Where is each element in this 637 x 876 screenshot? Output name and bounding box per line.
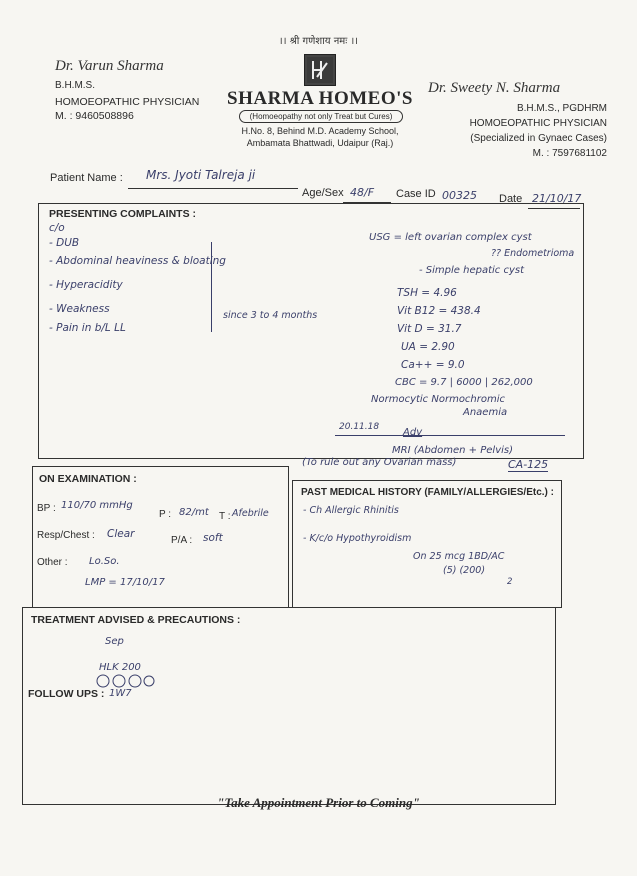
clinic-address-line2: Ambamata Bhattwadi, Udaipur (Raj.): [246, 138, 394, 148]
treatment-heading: TREATMENT ADVISED & PRECAUTIONS :: [31, 614, 241, 626]
lmp-value: LMP = 17/10/17: [85, 577, 165, 588]
other-label: Other :: [37, 557, 68, 568]
on-examination-heading: ON EXAMINATION :: [39, 473, 137, 485]
advice-marker: CA-125: [508, 458, 549, 471]
complaint-line: - Hyperacidity: [49, 279, 123, 291]
date-label: Date: [499, 193, 523, 205]
right-doctor-mobile: M. : 7597681102: [532, 148, 607, 159]
age-sex-value: 48/F: [350, 186, 375, 199]
pa-label: P/A :: [171, 535, 193, 546]
left-doctor-degree: B.H.M.S.: [55, 80, 96, 91]
case-id-value: 00325: [442, 189, 477, 202]
date-value: 21/10/17: [532, 192, 582, 205]
age-sex-label: Age/Sex: [302, 187, 344, 199]
advice-line: MRI (Abdomen + Pelvis): [392, 445, 513, 456]
complaint-bracket: [211, 242, 212, 332]
finding-line: ?? Endometrioma: [491, 248, 575, 259]
right-doctor-specialization: (Specialized in Gynaec Cases): [470, 133, 607, 144]
bp-value: 110/70 mmHg: [61, 500, 133, 511]
finding-line: TSH = 4.96: [397, 287, 457, 299]
advice-line: (To rule out any Ovarian mass): [302, 457, 457, 468]
other-value: Lo.So.: [89, 556, 120, 567]
treatment-line: Sep: [105, 636, 124, 647]
resp-value: Clear: [107, 528, 135, 540]
right-doctor-name: Dr. Sweety N. Sharma: [428, 80, 561, 96]
finding-line: - Simple hepatic cyst: [419, 265, 524, 276]
pa-value: soft: [203, 532, 223, 544]
advice-date: 20.11.18: [339, 422, 380, 432]
complaint-line: - Pain in b/L LL: [49, 322, 126, 334]
patient-name-underline: [128, 188, 298, 189]
left-doctor-title: HOMOEOPATHIC PHYSICIAN: [55, 96, 200, 108]
clinic-logo-icon: [304, 54, 336, 86]
temp-value: Afebrile: [232, 508, 269, 519]
clinic-name: SHARMA HOMEO'S: [227, 88, 413, 109]
history-line: - K/c/o Hypothyroidism: [303, 533, 412, 544]
finding-line: Vit B12 = 438.4: [397, 305, 481, 317]
presenting-complaints-heading: PRESENTING COMPLAINTS :: [49, 208, 197, 220]
right-doctor-title: HOMOEOPATHIC PHYSICIAN: [469, 118, 607, 129]
history-line: (5) (200): [443, 565, 486, 576]
resp-label: Resp/Chest :: [37, 530, 95, 541]
complaint-line: - Abdominal heaviness & bloating: [49, 255, 226, 267]
footer-note: "Take Appointment Prior to Coming": [217, 795, 420, 810]
left-doctor-name: Dr. Varun Sharma: [55, 58, 164, 74]
clinic-address-line1: H.No. 8, Behind M.D. Academy School,: [241, 126, 399, 136]
dose-circles: [93, 674, 155, 688]
complaint-line: c/o: [49, 222, 65, 234]
presenting-complaints-box: [38, 203, 584, 459]
patient-name-value: Mrs. Jyoti Talreja ji: [146, 168, 256, 182]
temp-label: T :: [219, 511, 231, 522]
history-line: On 25 mcg 1BD/AC: [413, 551, 505, 562]
left-doctor-mobile: M. : 9460508896: [55, 110, 134, 122]
clinic-tagline: (Homoeopathy not only Treat but Cures): [239, 110, 403, 123]
finding-line: Vit D = 31.7: [397, 323, 462, 335]
followup-label: FOLLOW UPS :: [28, 688, 105, 700]
past-history-box: [292, 480, 562, 608]
treatment-line: HLK 200: [99, 662, 141, 673]
finding-line: CBC = 9.7 | 6000 | 262,000: [395, 377, 533, 388]
treatment-box: [22, 607, 556, 805]
finding-line: Ca++ = 9.0: [401, 359, 465, 371]
patient-name-label: Patient Name :: [50, 172, 123, 184]
pulse-value: 82/mt: [179, 507, 209, 518]
finding-line: Normocytic Normochromic: [371, 394, 506, 405]
complaint-line: - Weakness: [49, 303, 110, 315]
finding-line: USG = left ovarian complex cyst: [369, 232, 532, 243]
history-line: 2: [507, 577, 513, 587]
finding-line: Anaemia: [463, 407, 508, 418]
complaint-line: - DUB: [49, 237, 80, 249]
duration-note: since 3 to 4 months: [223, 310, 318, 321]
finding-line: UA = 2.90: [401, 341, 455, 353]
pulse-label: P :: [159, 509, 172, 520]
invocation-text: ।। श्री गणेशाय नमः ।।: [278, 36, 359, 47]
past-history-heading: PAST MEDICAL HISTORY (FAMILY/ALLERGIES/Etc.) :: [301, 487, 554, 498]
on-examination-box: [32, 466, 289, 608]
case-id-label: Case ID: [396, 188, 436, 200]
followup-value: 1W7: [109, 688, 132, 699]
doctor-signature: Adv: [403, 427, 423, 438]
right-doctor-degree: B.H.M.S., PGDHRM: [516, 103, 607, 114]
history-line: - Ch Allergic Rhinitis: [303, 505, 399, 516]
bp-label: BP :: [37, 503, 56, 514]
advice-underline: [335, 435, 565, 436]
